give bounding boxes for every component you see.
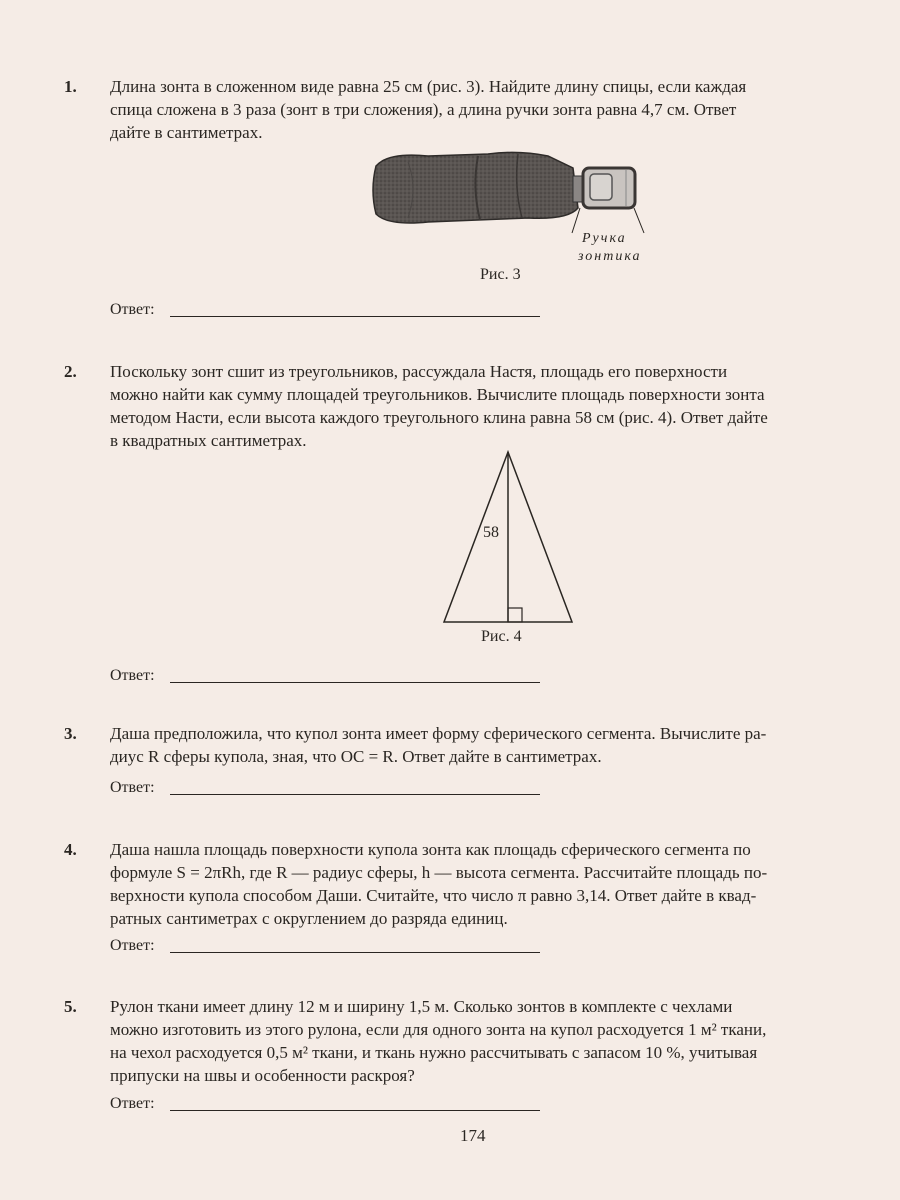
- triangle-wedge-figure: [440, 448, 580, 628]
- answer-line[interactable]: [170, 1110, 540, 1111]
- folded-umbrella-figure: [368, 148, 648, 238]
- answer-field-4[interactable]: [110, 936, 155, 956]
- figure-4-caption: Рис. 4: [481, 628, 522, 645]
- task-number: 1.: [64, 77, 77, 96]
- answer-line[interactable]: [170, 682, 540, 683]
- answer-label: Ответ:: [110, 301, 155, 318]
- page-number: 174: [460, 1126, 486, 1145]
- task-number: 5.: [64, 997, 77, 1016]
- answer-line[interactable]: [170, 952, 540, 953]
- task-text: Поскольку зонт сшит из треугольников, рассуждала Настя, площадь его поверхности можно найти как сумму площадей треугольников. Вычислите площадь поверхности зонта методом Насти, если высота каждого треугольного клина равна 58 см (рис. 4). Ответ дайте в квадратных сантиметрах.: [110, 362, 768, 450]
- answer-field-2[interactable]: [110, 666, 155, 686]
- answer-label: Ответ:: [110, 779, 155, 796]
- figure-3-caption: Рис. 3: [480, 266, 521, 283]
- answer-line[interactable]: [170, 316, 540, 317]
- task-text: Длина зонта в сложенном виде равна 25 см (рис. 3). Найдите длину спицы, если каждая спица сложена в 3 раза (зонт в три сложения), а длина ручки зонта равна 4,7 см. Ответ дайте в сантиметрах.: [110, 77, 747, 142]
- task-text: Даша предположила, что купол зонта имеет форму сферического сегмента. Вычислите ра- диус R сферы купола, зная, что OC = R. Ответ дайте в сантиметрах.: [110, 724, 767, 766]
- answer-label: Ответ:: [110, 1095, 155, 1112]
- umbrella-handle-label: Ручка зонтика: [578, 231, 642, 264]
- height-label: 58: [483, 524, 499, 541]
- answer-field-5[interactable]: [110, 1094, 155, 1114]
- task-number: 4.: [64, 840, 77, 859]
- task-number: 3.: [64, 724, 77, 743]
- task-text: Даша нашла площадь поверхности купола зонта как площадь сферического сегмента по формуле S = 2πRh, где R — радиус сферы, h — высота сегмента. Рассчитайте площадь по- верхности купола способом Даши. Считайте, что число π равно 3,14. Ответ дайте в квад- ратных сантиметрах с округлением до разряда единиц.: [110, 840, 768, 928]
- task-text: Рулон ткани имеет длину 12 м и ширину 1,5 м. Сколько зонтов в комплекте с чехлами можно изготовить из этого рулона, если для одного зонта на купол расходуется 1 м² ткани, на чехол расходуется 0,5 м² ткани, и ткань нужно рассчитывать с запасом 10 %, учитывая припуски на швы и особенности раскроя?: [110, 997, 767, 1085]
- answer-line[interactable]: [170, 794, 540, 795]
- task-number: 2.: [64, 362, 77, 381]
- answer-label: Ответ:: [110, 937, 155, 954]
- answer-field-1[interactable]: [110, 300, 155, 320]
- answer-label: Ответ:: [110, 667, 155, 684]
- answer-field-3[interactable]: [110, 778, 155, 798]
